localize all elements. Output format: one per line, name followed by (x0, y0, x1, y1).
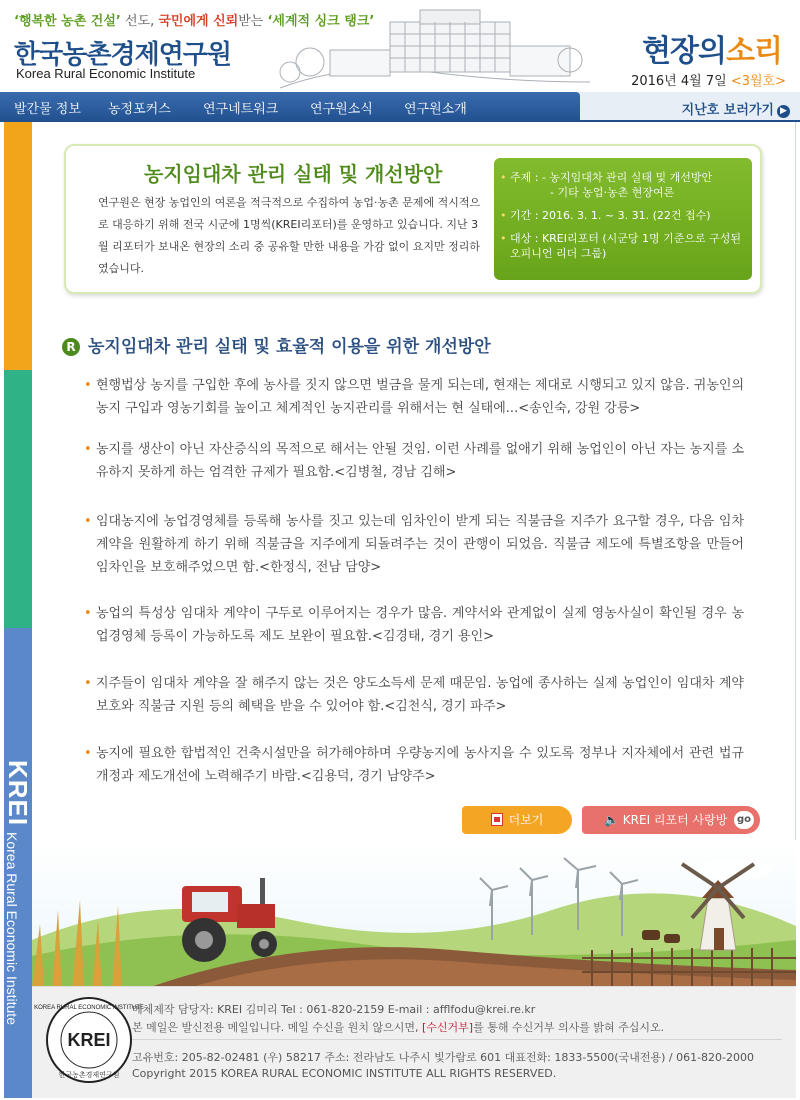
section-heading (62, 332, 491, 357)
survey-subject (500, 170, 744, 200)
intro-box (64, 144, 762, 294)
nav-institute-news[interactable]: 연구원소식 (310, 102, 373, 117)
footer-notice (132, 1019, 664, 1035)
reporter-lounge-label: KREI 리포터 사랑방 (622, 813, 728, 827)
footer-contact: 메체제작 담당자: KREI 김미리 Tel : 061-820-2159 E-mail : afflfodu@krei.re.kr (132, 1003, 536, 1016)
intro-text: 연구원은 현장 농업인의 여론을 적극적으로 수집하여 농업·농촌 문제에 적시적으로 대응하기 위해 전국 시군에 1명씩(KREI리포터)를 운영하고 있습니다. 지난 3월 리포터가 보내온 현장의 소리 중 공유할 만한 내용을 가감 없이 요지만 정리하였습니다. (98, 196, 481, 275)
main-menu (0, 92, 580, 122)
newsletter-title-a: 현장의 (642, 34, 727, 69)
back-issues-link[interactable] (682, 99, 790, 118)
survey-target: • 대상 : KREI리포터 (시군당 1명 기준으로 구성된 오피니언 리더 그룹) (500, 231, 744, 261)
institute-building-illustration (270, 2, 600, 90)
org-name-korean[interactable]: 한국농촌경제연구원 (14, 40, 232, 70)
slogan-part4: 받는 (238, 14, 268, 29)
opinion-list (84, 374, 744, 788)
r-badge-icon: R (62, 338, 80, 356)
header (0, 0, 800, 92)
back-issues-label: 지난호 보러가기 (681, 103, 774, 118)
list-item: • 농업의 특성상 임대차 계약이 구두로 이루어지는 경우가 많음. 계약서와 관계없이 실제 영농사실이 확인될 경우 농업경영체 등록이 가능하도록 제도 보완이 필요함.<김경태, 경기 용인> (84, 602, 744, 648)
list-item: • 지주들이 임대차 계약을 잘 해주지 않는 것은 양도소득세 문제 때문임. 농업에 종사하는 실제 농업인이 임대차 계약 보호와 직불금 지원 등의 혜택을 받을 수 있어야 함.<김천식, 경기 파주> (84, 672, 744, 718)
farm-illustration (32, 840, 796, 990)
nav-policy-focus[interactable]: 농정포커스 (108, 102, 171, 117)
svg-text:한국농촌경제연구원: 한국농촌경제연구원 (58, 1071, 120, 1079)
unsubscribe-link[interactable]: [수신거부] (422, 1021, 474, 1034)
footer-copyright: Copyright 2015 KOREA RURAL ECONOMIC INSTITUTE ALL RIGHTS RESERVED. (132, 1067, 557, 1080)
list-item: • 농지를 생산이 아닌 자산증식의 목적으로 해서는 안될 것임. 이런 사례를 없애기 위해 농업인이 아닌 자는 농지를 소유하지 못하게 하는 엄격한 규제가 필요함.<김병철, 경남 김해> (84, 438, 744, 484)
nav-research-network[interactable]: 연구네트워크 (203, 102, 279, 117)
nav-publications[interactable]: 발간물 정보 (14, 102, 81, 117)
nav-about[interactable]: 연구원소개 (404, 102, 467, 117)
list-item: • 현행법상 농지를 구입한 후에 농사를 짓지 않으면 벌금을 물게 되는데, 현재는 제대로 시행되고 있지 않음. 귀농인의 농지 구입과 영농기회를 높이고 체계적인 농지관리를 위해서는 현 실태에...<송인숙, 강원 강릉> (84, 374, 744, 420)
svg-text:KOREA RURAL ECONOMIC INSTITUTE: KOREA RURAL ECONOMIC INSTITUTE (34, 1005, 144, 1011)
slogan-part2: 선도, (120, 14, 159, 29)
org-name-english: Korea Rural Economic Institute (16, 66, 196, 81)
sidebar-full-name: Korea Rural Economic Institute (4, 832, 20, 1025)
survey-period: • 기간 : 2016. 3. 1. ~ 3. 31. (22건 접수) (500, 208, 744, 223)
slogan-part5: ‘세계적 싱크 탱크’ (267, 14, 375, 29)
krei-seal-logo (34, 995, 144, 1085)
footer (32, 986, 796, 1098)
arrow-right-icon: ▶ (777, 105, 790, 118)
list-item: • 임대농지에 농업경영체를 등록해 농사를 짓고 있는데 임차인이 받게 되는 직불금을 지주가 요구할 경우, 다음 임차계약을 원활하게 하기 위해 직불금을 지주에게 되돌려주는 것이 관행이 되었음. 직불금 제도에 특별조항을 만들어 임차인을 보호해주었으면 함.<한정식, 전남 담양> (84, 510, 744, 579)
list-item: • 농지에 필요한 합법적인 건축시설만을 허가해야하며 우량농지에 농사지을 수 있도록 정부나 지자체에서 관련 법규 개정과 제도개선에 노력해주기 바람.<김용덕, 경기 남양주> (84, 742, 744, 788)
svg-text:KREI: KREI (67, 1030, 111, 1050)
pdf-icon (491, 813, 503, 826)
issue-number: <3월호> (730, 74, 786, 89)
more-button-label: 더보기 (508, 813, 544, 827)
reporter-lounge-button[interactable] (582, 806, 760, 834)
go-badge: go (734, 811, 754, 829)
sidebar-vertical-text (2, 760, 33, 1100)
section-heading-text: 농지임대차 관리 실태 및 효율적 이용을 위한 개선방안 (88, 337, 491, 357)
sidebar-green-segment (4, 370, 32, 628)
sidebar-krei: KREI (3, 760, 33, 827)
notice-text-a: 본 메일은 발신전용 메일입니다. 메일 수신을 원치 않으시면, (132, 1021, 422, 1034)
sidebar-orange-segment (4, 122, 32, 370)
slogan-part1: ‘행복한 농촌 건설’ (14, 14, 121, 29)
subject-label: 주제 : (510, 171, 539, 184)
survey-info-box (494, 158, 752, 280)
issue-date-line (631, 70, 786, 89)
more-button[interactable] (462, 806, 572, 834)
intro-title: 농지임대차 관리 실태 및 개선방안 (144, 162, 443, 186)
newsletter-title (642, 26, 782, 70)
footer-divider (132, 1039, 782, 1040)
slogan-part3: 국민에게 신뢰 (158, 14, 239, 29)
navigation-bar (0, 92, 800, 122)
newsletter-title-b: 소리 (726, 34, 782, 69)
subject-2: - 기타 농업·농촌 현장여론 (550, 186, 675, 199)
notice-text-b: 를 통해 수신거부 의사를 밝혀 주십시오. (473, 1021, 665, 1034)
speaker-icon: 🔈 (604, 813, 619, 827)
issue-date: 2016년 4월 7일 (631, 74, 727, 89)
footer-address: 고유번호: 205-82-02481 (우) 58217 주소: 전라남도 나주시 빛가람로 601 대표전화: 1833-5500(국내전용) / 061-820-2000 (132, 1051, 755, 1064)
subject-1: - 농지임대차 관리 실태 및 개선방안 (541, 171, 713, 184)
